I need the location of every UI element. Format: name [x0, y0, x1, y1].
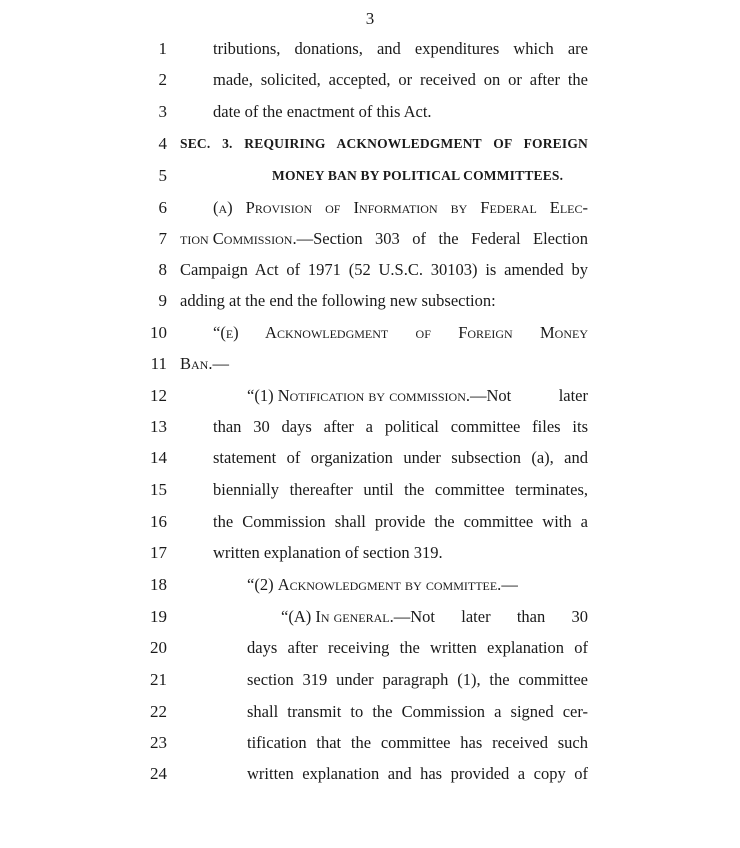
- text-line: [0, 728, 740, 759]
- subsection-heading: (a) Provision of Information by Federal Elec-: [213, 198, 588, 217]
- line-text: [281, 606, 588, 628]
- text-line: [0, 475, 740, 506]
- line-text: tributions, donations, and expenditures which are: [213, 39, 588, 58]
- line-text: adding at the end the following new subsection:: [180, 291, 496, 310]
- line-text-rest: —Section 303 of the Federal Election: [296, 229, 588, 248]
- line-number: 21: [150, 670, 167, 689]
- paragraph-heading: Acknowledgment by committee.: [277, 575, 502, 594]
- line-number: 12: [150, 386, 167, 405]
- section-heading-line: [0, 129, 740, 160]
- section-heading: SEC. 3. REQUIRING ACKNOWLEDGMENT OF FOREIGN: [180, 136, 588, 151]
- line-number: 23: [150, 733, 167, 752]
- line-text: tification that the committee has received such: [247, 733, 588, 752]
- text-line: [0, 255, 740, 286]
- text-line: [0, 602, 740, 633]
- line-number: 11: [150, 354, 167, 373]
- line-text: the Commission shall provide the committee with a: [213, 512, 588, 531]
- line-text: [247, 574, 518, 596]
- text-line: [0, 286, 740, 317]
- paragraph-marker: “(1): [247, 386, 278, 405]
- line-number: 9: [158, 291, 167, 310]
- line-number: 13: [150, 417, 167, 436]
- text-line: [0, 381, 740, 412]
- line-number: 2: [158, 70, 167, 89]
- line-number: 14: [150, 448, 167, 467]
- subsection-heading-cont: tion Commission.: [180, 229, 297, 248]
- text-line: [0, 570, 740, 601]
- text-line: [0, 318, 740, 349]
- line-number: 4: [158, 134, 167, 153]
- line-text: written explanation and has provided a copy of: [247, 764, 588, 783]
- page-number: 3: [365, 9, 375, 28]
- line-text-rest: —: [501, 575, 518, 594]
- line-number: 5: [158, 166, 167, 185]
- text-line: [0, 665, 740, 696]
- line-number: 22: [150, 702, 167, 721]
- line-number: 24: [150, 764, 167, 783]
- text-line: [0, 97, 740, 128]
- text-line: [0, 538, 740, 569]
- line-number: 20: [150, 638, 167, 657]
- line-text-rest: —Not later: [470, 386, 588, 405]
- line-number: 7: [158, 229, 167, 248]
- line-text: section 319 under paragraph (1), the committee: [247, 670, 588, 689]
- line-number: 16: [150, 512, 167, 531]
- section-heading: MONEY BAN BY POLITICAL COMMITTEES.: [272, 168, 564, 183]
- text-line: [0, 34, 740, 65]
- paragraph-marker: “(A): [281, 607, 316, 626]
- text-line: [0, 349, 740, 380]
- line-number: 15: [150, 480, 167, 499]
- line-text: Campaign Act of 1971 (52 U.S.C. 30103) is amended by: [180, 260, 588, 279]
- section-heading-line: [0, 161, 740, 192]
- paragraph-marker: “(2): [247, 575, 278, 594]
- paragraph-heading: In general.: [315, 607, 394, 626]
- line-number: 19: [150, 607, 167, 626]
- subsection-heading-cont: Ban.—: [180, 354, 229, 373]
- text-line: [0, 412, 740, 443]
- line-text: than 30 days after a political committee files its: [213, 417, 588, 436]
- line-number: 17: [150, 543, 167, 562]
- line-text: shall transmit to the Commission a signed cer-: [247, 702, 588, 721]
- line-text-rest: —Not later than 30: [393, 607, 588, 626]
- line-number: 18: [150, 575, 167, 594]
- subsection-heading: “(e) Acknowledgment of Foreign Money: [213, 323, 588, 342]
- text-line: [0, 507, 740, 538]
- text-line: [0, 633, 740, 664]
- line-number: 3: [158, 102, 167, 121]
- paragraph-heading: Notification by commission.: [277, 386, 471, 405]
- line-number: 6: [158, 198, 167, 217]
- text-line: [0, 224, 740, 255]
- line-text: biennially thereafter until the committee terminates,: [213, 480, 588, 499]
- text-line: [0, 443, 740, 474]
- line-text: [247, 385, 588, 407]
- line-text: date of the enactment of this Act.: [213, 102, 432, 121]
- line-number: 1: [158, 39, 167, 58]
- line-text: statement of organization under subsection (a), and: [213, 448, 588, 467]
- text-line: [0, 65, 740, 96]
- line-text: days after receiving the written explanation of: [247, 638, 588, 657]
- line-text: written explanation of section 319.: [213, 543, 443, 562]
- line-number: 8: [158, 260, 167, 279]
- text-line: [0, 759, 740, 790]
- text-line: [0, 697, 740, 728]
- line-number: 10: [150, 323, 167, 342]
- text-line: [0, 193, 740, 224]
- line-text: made, solicited, accepted, or received on or after the: [213, 70, 588, 89]
- line-text: [180, 228, 588, 250]
